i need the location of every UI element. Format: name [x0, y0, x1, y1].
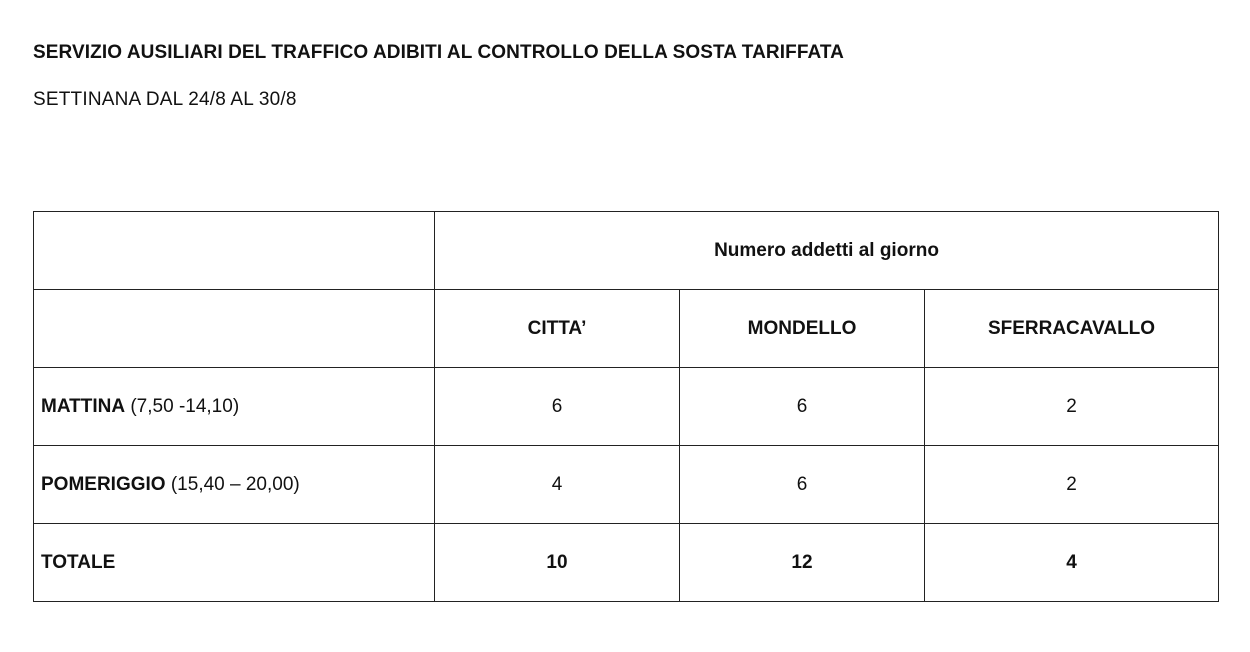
group-header: Numero addetti al giorno: [435, 212, 1219, 290]
cell-totale-sferracavallo: 4: [925, 524, 1219, 602]
table-column-header-row: [34, 290, 1219, 368]
table-row-pomeriggio: [34, 446, 1219, 524]
column-header-sferracavallo: SFERRACAVALLO: [925, 290, 1219, 368]
row-label-mattina: [34, 368, 435, 446]
row-label-hours: (15,40 – 20,00): [165, 473, 300, 495]
column-header-mondello: MONDELLO: [680, 290, 925, 368]
cell-mattina-citta: 6: [435, 368, 680, 446]
empty-corner-cell: [34, 212, 435, 290]
cell-totale-mondello: 12: [680, 524, 925, 602]
cell-mattina-sferracavallo: 2: [925, 368, 1219, 446]
empty-label-cell: [34, 290, 435, 368]
document-title: SERVIZIO AUSILIARI DEL TRAFFICO ADIBITI AL CONTROLLO DELLA SOSTA TARIFFATA: [33, 42, 845, 63]
row-label-name: MATTINA: [41, 395, 126, 417]
row-label-pomeriggio: [34, 446, 435, 524]
table-group-header-row: [34, 212, 1219, 290]
column-header-citta: CITTA’: [435, 290, 680, 368]
cell-totale-citta: 10: [435, 524, 680, 602]
row-label-name: POMERIGGIO: [41, 473, 166, 495]
table-row-totale: [34, 524, 1219, 602]
cell-pomeriggio-sferracavallo: 2: [925, 446, 1219, 524]
staff-table: [33, 211, 1219, 602]
cell-mattina-mondello: 6: [680, 368, 925, 446]
document-subtitle: SETTINANA DAL 24/8 AL 30/8: [33, 89, 297, 110]
row-label-totale: TOTALE: [34, 524, 435, 602]
cell-pomeriggio-mondello: 6: [680, 446, 925, 524]
table-row-mattina: [34, 368, 1219, 446]
cell-pomeriggio-citta: 4: [435, 446, 680, 524]
row-label-hours: (7,50 -14,10): [125, 395, 240, 417]
